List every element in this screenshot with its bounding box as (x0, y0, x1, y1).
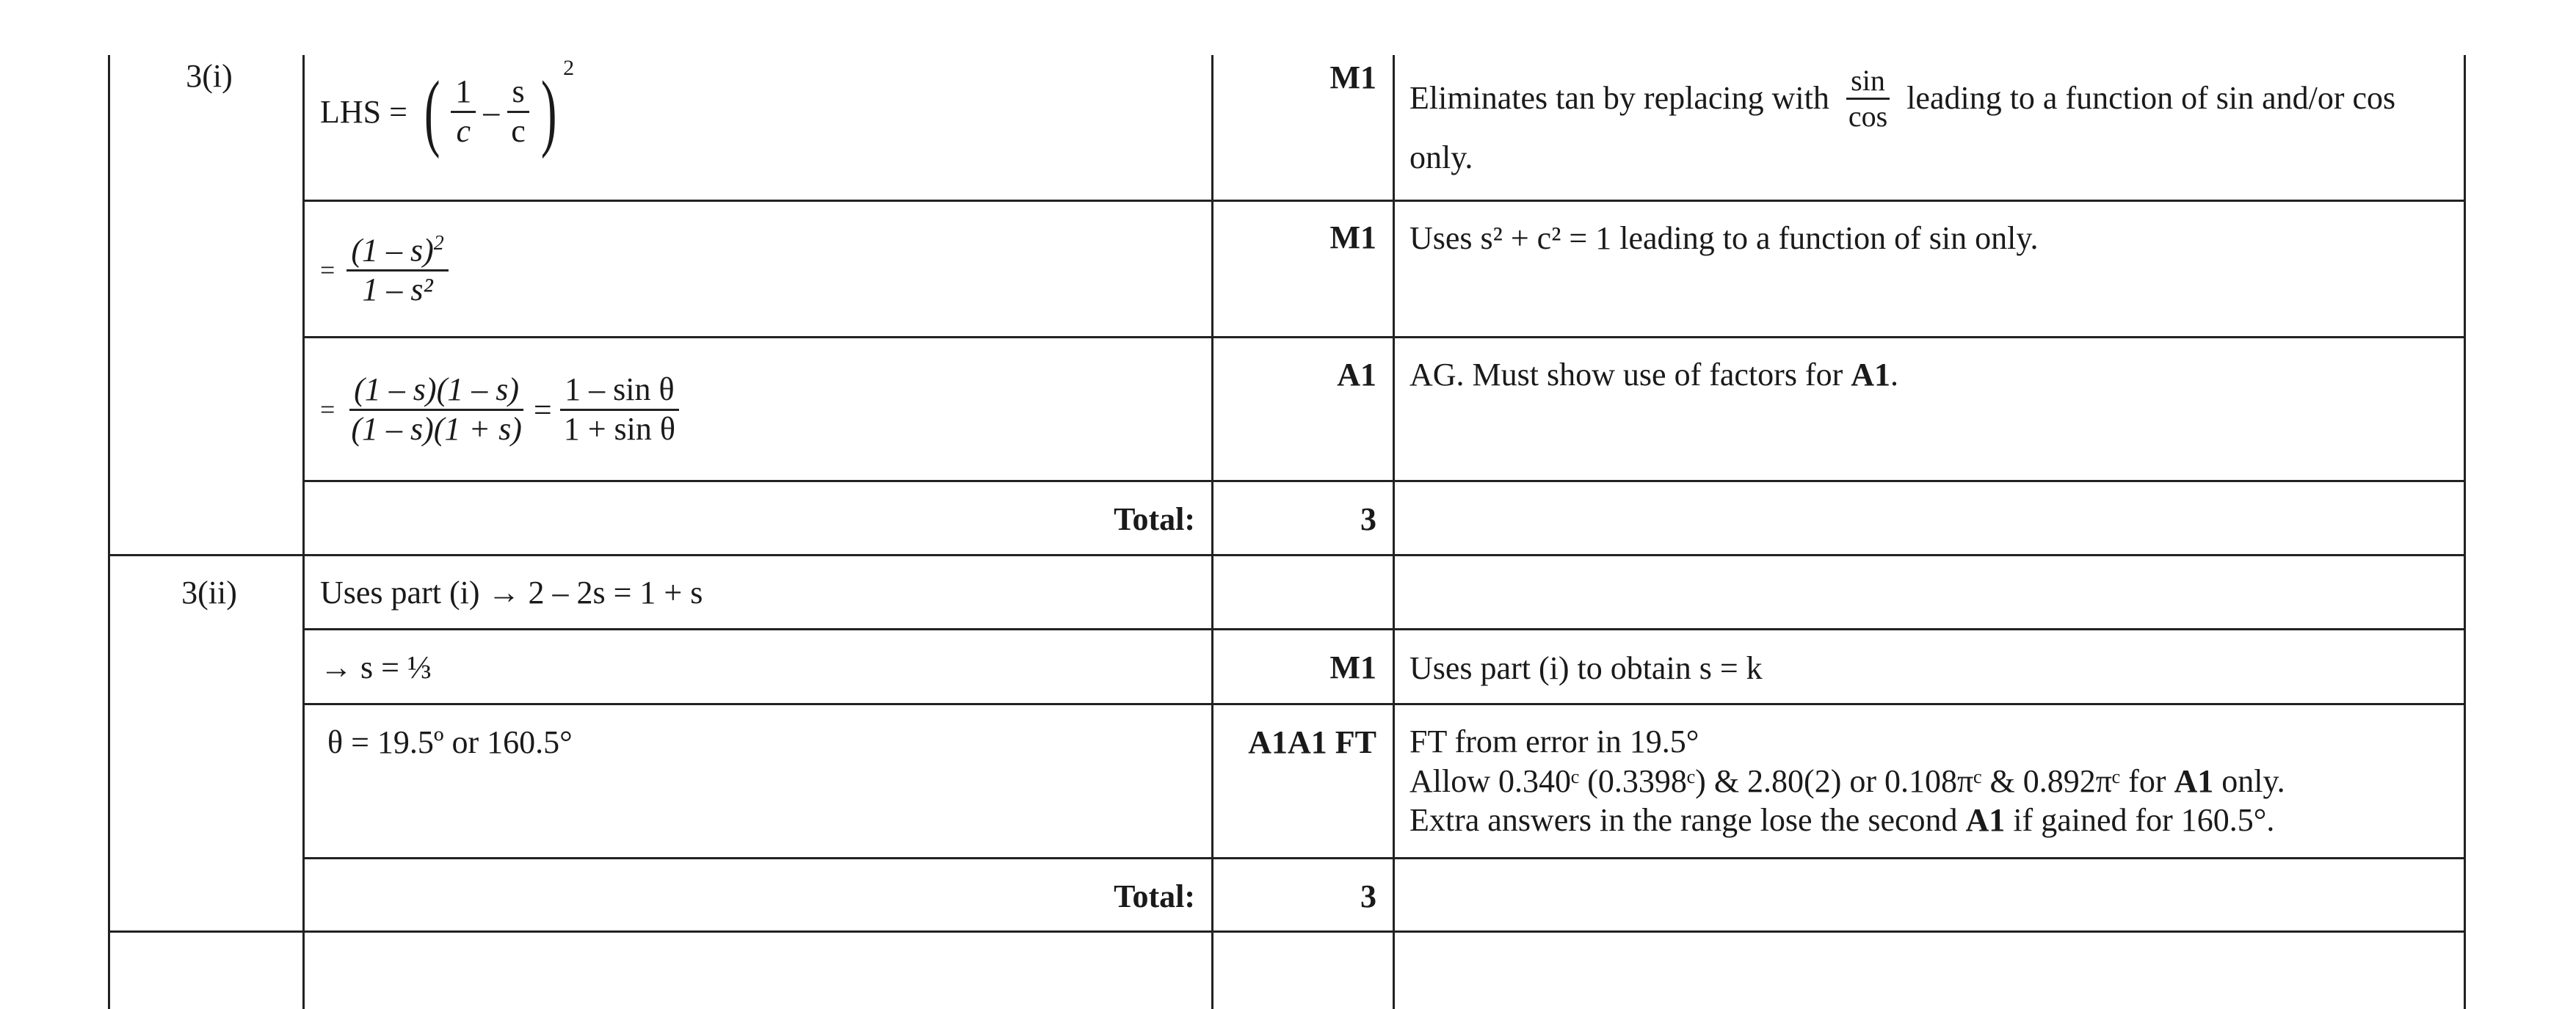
denominator: 1 + sin θ (563, 410, 675, 447)
grid-line (2464, 55, 2466, 1009)
grid-line (302, 628, 2466, 630)
answer-step-3 (320, 358, 684, 461)
numerator: 1 (451, 73, 476, 113)
grid-line (1393, 55, 1395, 1009)
guidance-line-2: only. (1409, 139, 1473, 175)
exponent: 2 (563, 56, 575, 80)
denominator: 1 – s² (362, 271, 433, 307)
total-value: 3 (1360, 878, 1376, 914)
guidance-text: Uses s² + c² = 1 leading to a function of sin only. (1409, 220, 2039, 256)
grid-line (108, 930, 2466, 933)
question-number: 3(ii) (181, 575, 237, 611)
grid-line (1211, 55, 1213, 1009)
total-label: Total: (1114, 501, 1195, 537)
grid-line (302, 55, 305, 1009)
grid-line (302, 703, 2466, 705)
answer-lhs (320, 56, 575, 163)
denominator: (1 – s)(1 + s) (351, 410, 522, 447)
guidance-line-1: FT from error in 19.5° (1409, 724, 1699, 760)
denominator: c (456, 112, 471, 149)
grid-line (302, 480, 2466, 482)
question-number: 3(i) (186, 58, 233, 94)
mark-a1a1-ft: A1A1 FT (1248, 724, 1376, 760)
numerator: (1 – s)$^2$ (347, 232, 448, 272)
sin-over-cos-fraction (1844, 64, 1892, 134)
answer-step-1: Uses part (i) → 2 – 2s = 1 + s (320, 575, 703, 611)
grid-line (108, 554, 2466, 556)
numerator: sin (1846, 64, 1890, 100)
mark-m1: M1 (1329, 219, 1376, 255)
fraction (347, 232, 448, 309)
mark-m1: M1 (1329, 649, 1376, 685)
denominator: c (511, 112, 526, 149)
numerator: s (507, 73, 529, 113)
answer-step-2 (320, 219, 453, 321)
mark-a1: A1 (1337, 357, 1376, 393)
guidance-line-2: Allow 0.340ᶜ (0.3398ᶜ) & 2.80(2) or 0.108πᶜ & 0.892πᶜ for A1 only. (1409, 762, 2285, 799)
fraction-s-over-c (507, 73, 530, 150)
answer-step-3: θ = 19.5º or 160.5° (327, 724, 573, 760)
total-value: 3 (1360, 501, 1376, 537)
grid-line (302, 200, 2466, 202)
guidance-line-3: Extra answers in the range lose the second A1 if gained for 160.5°. (1409, 802, 2275, 839)
grid-line (302, 857, 2466, 859)
grid-line (302, 336, 2466, 338)
minus-sign: – (483, 93, 500, 130)
numerator: (1 – s)(1 – s) (349, 371, 523, 411)
guidance-text (1409, 60, 2395, 179)
denominator: cos (1848, 99, 1888, 133)
equals-sign: = (320, 395, 335, 424)
guidance-text: AG. Must show use of factors for A1. (1409, 357, 1899, 393)
equals-sign: = (320, 255, 335, 285)
guidance-before: Eliminates tan by replacing with (1409, 79, 1829, 116)
fraction-factored (347, 371, 526, 448)
guidance-after: leading to a function of sin and/or cos (1906, 79, 2396, 116)
right-paren: ) (540, 63, 557, 159)
lhs-label: LHS = (320, 93, 407, 130)
numerator: 1 – sin θ (560, 371, 678, 411)
guidance-text (1409, 722, 2285, 840)
grid-line (108, 55, 110, 1009)
answer-step-2: → s = ⅓ (320, 649, 432, 685)
equals-sign: = (533, 391, 552, 428)
fraction-one-over-c (451, 73, 476, 150)
guidance-text: Uses part (i) to obtain s = k (1409, 650, 1763, 686)
left-paren: ( (424, 63, 440, 159)
total-label: Total: (1114, 878, 1195, 914)
fraction-sin (559, 371, 680, 448)
mark-m1: M1 (1329, 59, 1376, 95)
